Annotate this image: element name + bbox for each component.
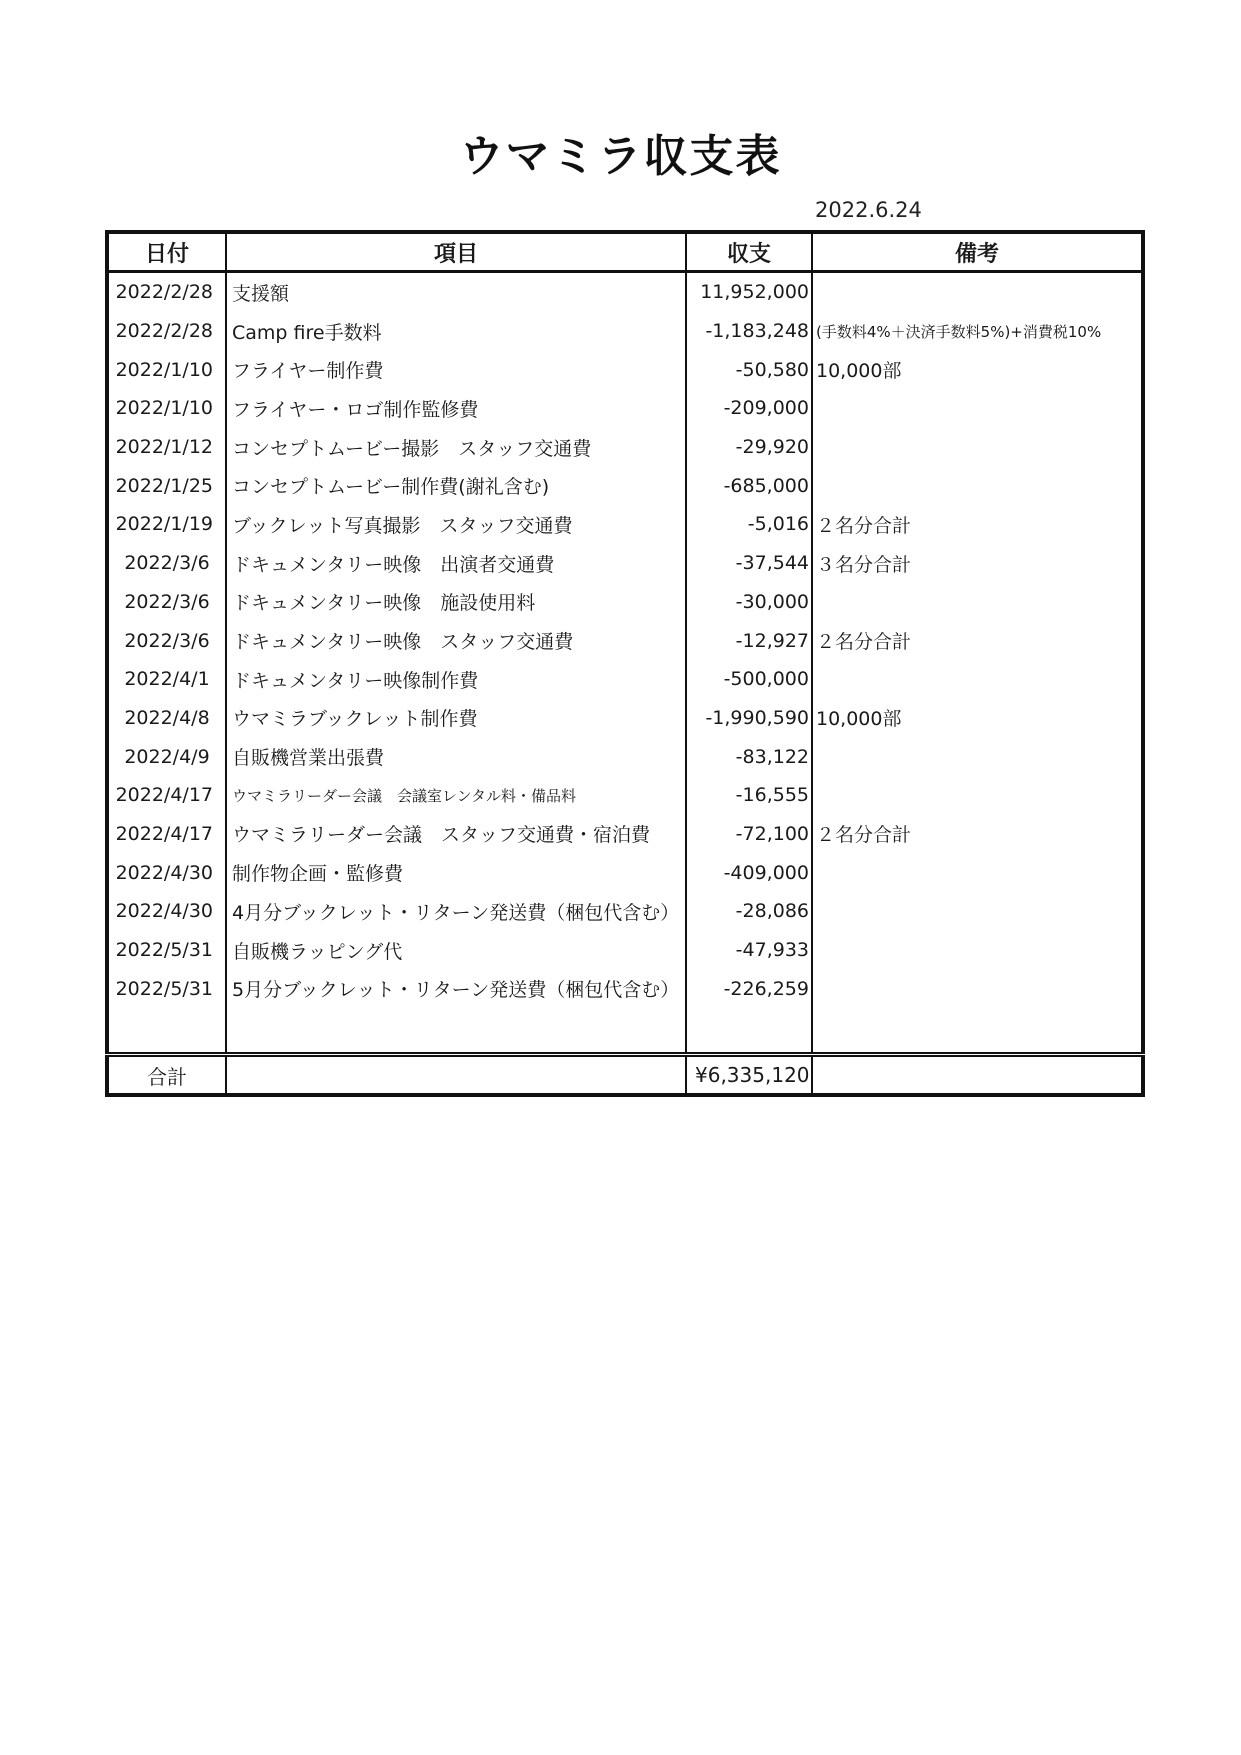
row-item: Camp fire手数料 [226, 312, 686, 351]
row-note: ２名分合計 [816, 824, 912, 847]
row-date: 2022/5/31 [107, 969, 226, 1008]
row-note [812, 737, 1143, 776]
row-amount: -500,000 [686, 660, 812, 699]
row-note [812, 428, 1143, 467]
total-item-cell [226, 1055, 686, 1096]
row-note [812, 969, 1143, 1008]
row-item: ウマミラリーダー会議 会議室レンタル料・備品料 [226, 776, 686, 815]
row-note [812, 776, 1143, 815]
total-note-cell [812, 1055, 1143, 1096]
row-note [812, 660, 1143, 699]
row-item: 自販機営業出張費 [226, 737, 686, 776]
row-date: 2022/4/17 [107, 776, 226, 815]
row-amount: -409,000 [686, 853, 812, 892]
table-row [107, 544, 1143, 583]
income-expense-table [105, 230, 1145, 1097]
row-note [812, 583, 1143, 622]
table-row [107, 466, 1143, 505]
row-note [812, 272, 1143, 312]
row-date: 2022/4/30 [107, 853, 226, 892]
row-item: ブックレット写真撮影 スタッフ交通費 [226, 505, 686, 544]
empty-row [107, 1008, 1143, 1055]
total-amount: ¥6,335,120 [686, 1055, 812, 1096]
table-row [107, 428, 1143, 467]
row-amount: -16,555 [686, 776, 812, 815]
table-row [107, 699, 1143, 738]
row-item: 5月分ブックレット・リターン発送費（梱包代含む） [226, 969, 686, 1008]
row-amount: -5,016 [686, 505, 812, 544]
row-item: フライヤー・ロゴ制作監修費 [226, 389, 686, 428]
row-date: 2022/4/8 [107, 699, 226, 738]
row-item: 制作物企画・監修費 [226, 853, 686, 892]
row-note: 10,000部 [816, 708, 902, 731]
header-item: 項目 [226, 232, 686, 272]
table-row [107, 272, 1143, 312]
row-note [812, 892, 1143, 931]
row-note [812, 389, 1143, 428]
row-item: コンセプトムービー撮影 スタッフ交通費 [226, 428, 686, 467]
table-row [107, 776, 1143, 815]
row-note: (手数料4%＋決済手数料5%)+消費税10% [816, 322, 1102, 341]
row-amount: -12,927 [686, 621, 812, 660]
row-date: 2022/1/25 [107, 466, 226, 505]
row-amount: -72,100 [686, 815, 812, 854]
empty-cell [812, 1008, 1143, 1055]
table-row [107, 892, 1143, 931]
row-date: 2022/3/6 [107, 544, 226, 583]
table-row [107, 853, 1143, 892]
row-note: ２名分合計 [816, 514, 912, 537]
row-note: 10,000部 [816, 360, 902, 383]
row-item: 支援額 [226, 272, 686, 312]
row-amount: -29,920 [686, 428, 812, 467]
row-amount: -1,990,590 [686, 699, 812, 738]
row-date: 2022/2/28 [107, 312, 226, 351]
header-date: 日付 [107, 232, 226, 272]
row-item: 自販機ラッピング代 [226, 931, 686, 970]
row-date: 2022/4/9 [107, 737, 226, 776]
document-date: 2022.6.24 [815, 198, 922, 222]
row-amount: 11,952,000 [686, 272, 812, 312]
header-note: 備考 [812, 232, 1143, 272]
page-title: ウマミラ収支表 [459, 131, 782, 182]
empty-cell [107, 1008, 226, 1055]
table-header-row [107, 232, 1143, 272]
total-row [107, 1055, 1143, 1096]
table-row [107, 389, 1143, 428]
table-row [107, 931, 1143, 970]
row-amount: -37,544 [686, 544, 812, 583]
row-note: ２名分合計 [816, 631, 912, 654]
row-note [812, 853, 1143, 892]
row-note [812, 466, 1143, 505]
row-note [812, 931, 1143, 970]
table-row [107, 505, 1143, 544]
table-row [107, 815, 1143, 854]
table-row [107, 660, 1143, 699]
row-date: 2022/1/10 [107, 350, 226, 389]
empty-cell [226, 1008, 686, 1055]
row-date: 2022/4/17 [107, 815, 226, 854]
table-row [107, 969, 1143, 1008]
row-amount: -1,183,248 [686, 312, 812, 351]
row-date: 2022/1/10 [107, 389, 226, 428]
row-item: 4月分ブックレット・リターン発送費（梱包代含む） [226, 892, 686, 931]
row-amount: -209,000 [686, 389, 812, 428]
total-label: 合計 [107, 1055, 226, 1096]
row-amount: -685,000 [686, 466, 812, 505]
table-row [107, 350, 1143, 389]
row-amount: -50,580 [686, 350, 812, 389]
row-amount: -226,259 [686, 969, 812, 1008]
table-row [107, 621, 1143, 660]
row-item: ドキュメンタリー映像 施設使用料 [226, 583, 686, 622]
row-amount: -30,000 [686, 583, 812, 622]
row-date: 2022/3/6 [107, 621, 226, 660]
row-item: ウマミラブックレット制作費 [226, 699, 686, 738]
row-date: 2022/4/30 [107, 892, 226, 931]
empty-cell [686, 1008, 812, 1055]
row-item: フライヤー制作費 [226, 350, 686, 389]
row-amount: -47,933 [686, 931, 812, 970]
row-date: 2022/3/6 [107, 583, 226, 622]
row-item: コンセプトムービー制作費(謝礼含む) [226, 466, 686, 505]
row-date: 2022/1/19 [107, 505, 226, 544]
table-row [107, 583, 1143, 622]
row-date: 2022/1/12 [107, 428, 226, 467]
row-item: ドキュメンタリー映像 スタッフ交通費 [226, 621, 686, 660]
row-date: 2022/4/1 [107, 660, 226, 699]
row-item: ドキュメンタリー映像 出演者交通費 [226, 544, 686, 583]
table-row [107, 312, 1143, 351]
header-amount: 収支 [686, 232, 812, 272]
row-note: ３名分合計 [816, 553, 912, 576]
row-item: ドキュメンタリー映像制作費 [226, 660, 686, 699]
row-item: ウマミラリーダー会議 スタッフ交通費・宿泊費 [226, 815, 686, 854]
row-date: 2022/5/31 [107, 931, 226, 970]
row-date: 2022/2/28 [107, 272, 226, 312]
row-amount: -83,122 [686, 737, 812, 776]
table-row [107, 737, 1143, 776]
row-amount: -28,086 [686, 892, 812, 931]
